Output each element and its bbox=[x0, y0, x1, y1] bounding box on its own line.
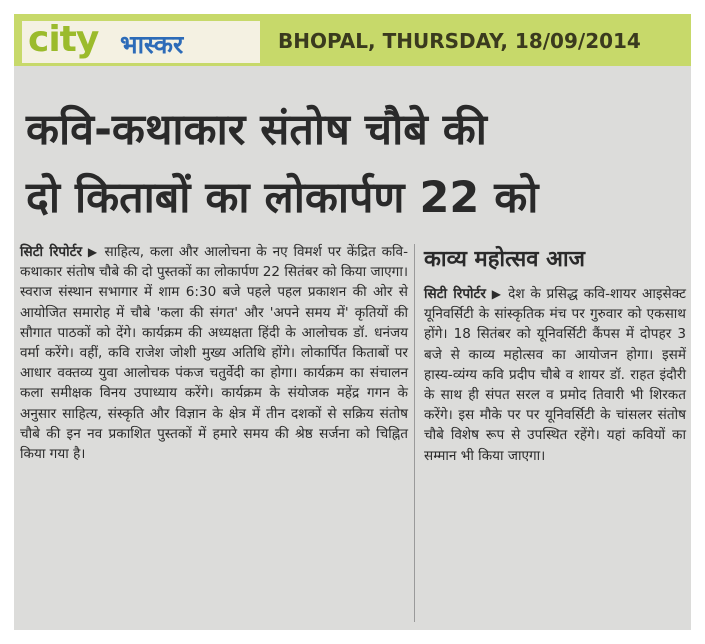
right-article-text bbox=[424, 284, 686, 466]
column-divider bbox=[414, 244, 415, 622]
left-article-text bbox=[20, 242, 408, 464]
city-bhaskar-logo bbox=[22, 21, 260, 63]
logo-city-text: city bbox=[28, 19, 99, 60]
left-byline-arrow-icon: ▶ bbox=[87, 245, 99, 259]
masthead bbox=[14, 14, 691, 66]
left-article bbox=[20, 242, 408, 464]
headline-line-1: कवि-कथाकार संतोष चौबे की bbox=[26, 105, 487, 155]
newspaper-clipping bbox=[14, 14, 691, 630]
dateline: BHOPAL, THURSDAY, 18/09/2014 bbox=[278, 29, 641, 53]
left-article-body: साहित्य, कला और आलोचना के नए विमर्श पर केंद्रित कवि-कथाकार संतोष चौबे की दो पुस्तकों का लोकार्पण 22 सितंबर को किया जाएगा। स्वराज संस्थान सभागार में शाम 6:30 बजे पहले पहल प्रकाशन की ओर से आयोजित समारोह में चौबे 'कला की संगत' और 'अपने समय में' कृतियों की सौगात पाठकों को देंगे। कार्यक्रम की अध्यक्षता हिंदी के आलोचक डॉ. धनंजय वर्मा करेंगे। वहीं, कवि राजेश जोशी मुख्य अतिथि होंगे। लोकार्पित किताबों पर आधार वक्तव्य युवा आलोचक पंकज चतुर्वेदी का होगा। कार्यक्रम का संचालन कला समीक्षक विनय उपाध्याय करेंगे। कार्यक्रम के संयोजक महेंद्र गगन के अनुसार साहित्य, संस्कृति और विज्ञान के क्षेत्र में तीन दशकों से सक्रिय संतोष चौबे की इन नव प्रकाशित पुस्तकों में हमारे समय की श्रेष्ठ सर्जना को चिह्नित किया गया है। bbox=[20, 244, 408, 463]
right-article bbox=[424, 242, 686, 466]
headline-line-2: दो किताबों का लोकार्पण 22 को bbox=[26, 173, 539, 223]
right-article-body: देश के प्रसिद्ध कवि-शायर आइसेक्ट यूनिवर्सिटी के सांस्कृतिक मंच पर गुरुवार को एकसाथ होंगे। 18 सितंबर को यूनिवर्सिटी कैंपस में दोपहर 3 बजे से काव्य महोत्सव का आयोजन होगा। इसमें हास्य-व्यंग्य कवि प्रदीप चौबे व शायर डॉ. राहत इंदौरी के साथ ही संपत सरल व प्रमोद तिवारी भी शिरकत करेंगे। इस मौके पर पर यूनिवर्सिटी के चांसलर संतोष चौबे विशेष रूप से उपस्थित रहेंगे। यहां कवियों का सम्मान भी किया जाएगा। bbox=[424, 286, 686, 464]
right-byline-arrow-icon: ▶ bbox=[491, 287, 503, 301]
right-byline: सिटी रिपोर्टर bbox=[424, 286, 486, 302]
left-byline: सिटी रिपोर्टर bbox=[20, 244, 83, 260]
logo-bhaskar-text: भास्कर bbox=[120, 30, 184, 59]
right-article-heading: काव्य महोत्सव आज bbox=[424, 247, 585, 272]
